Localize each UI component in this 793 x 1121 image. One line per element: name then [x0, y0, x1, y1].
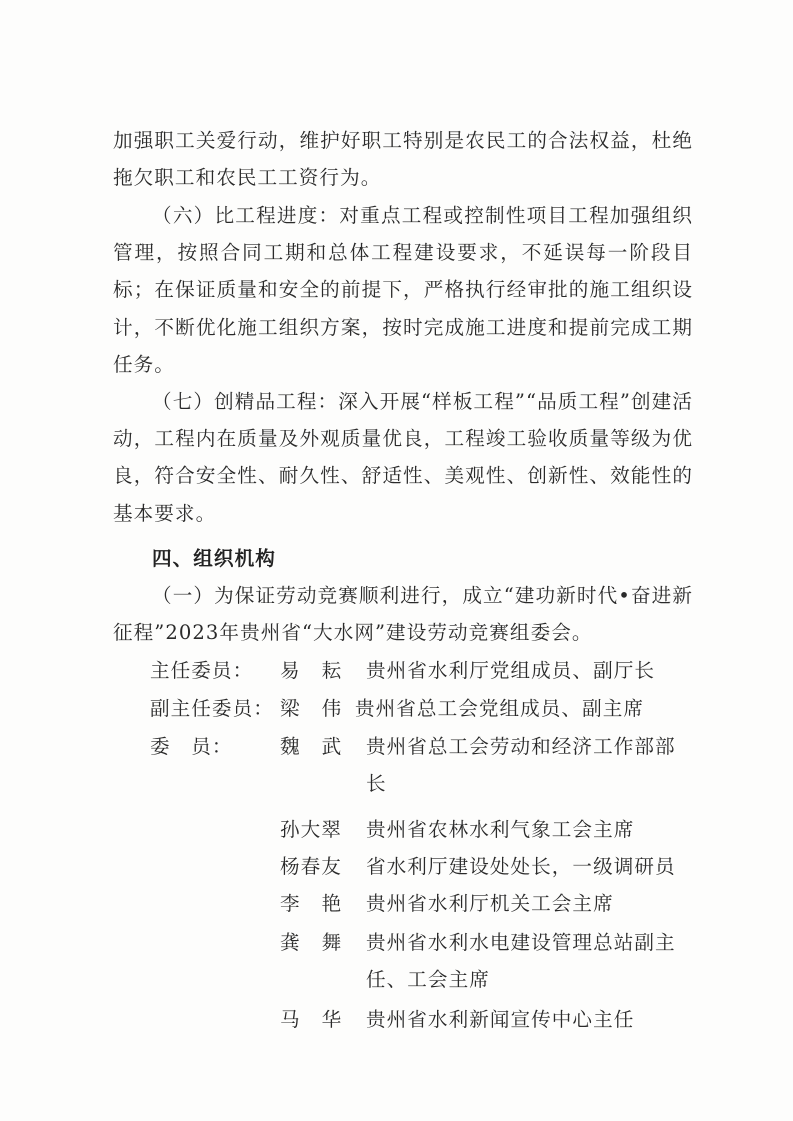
section-heading-organization: 四、组织机构 — [152, 547, 276, 570]
member-role: 副主任委员： — [150, 697, 274, 720]
member-title: 贵州省水利水电建设管理总站副主任、工会主席 — [366, 931, 676, 992]
committee-member-row — [150, 728, 710, 808]
committee-member-row — [150, 811, 710, 849]
member-name: 龚舞 — [280, 931, 364, 954]
member-title: 贵州省总工会党组成员、副主席 — [355, 697, 645, 720]
paragraph-committee-intro: （一）为保证劳动竞赛顺利进行，成立“建功新时代•奋进新征程”2023年贵州省“大水网”建设劳动竞赛组委会。 — [113, 584, 693, 645]
paragraph-quality-project: （七）创精品工程：深入开展“样板工程”“品质工程”创建活动，工程内在质量及外观质量优良，工程竣工验收质量等级为优良，符合安全性、耐久性、舒适性、美观性、创新性、效能性的基本要求。 — [113, 390, 693, 525]
member-name: 魏武 — [280, 735, 364, 758]
committee-member-row — [150, 885, 710, 923]
member-name: 马华 — [280, 1008, 364, 1031]
member-name: 孙大翠 — [280, 818, 342, 841]
member-title: 贵州省水利厅机关工会主席 — [366, 892, 614, 915]
member-name: 易耘 — [280, 659, 364, 682]
committee-member-row — [150, 652, 710, 690]
member-title: 贵州省总工会劳动和经济工作部部长 — [366, 735, 676, 796]
member-role: 委 员： — [150, 735, 233, 758]
member-title: 省水利厅建设处处长，一级调研员 — [366, 855, 676, 878]
committee-member-row — [150, 1001, 710, 1039]
member-name: 李艳 — [280, 892, 364, 915]
member-title: 贵州省农林水利气象工会主席 — [366, 818, 635, 841]
committee-member-row — [150, 924, 710, 1004]
member-name: 杨春友 — [280, 855, 342, 878]
member-title: 贵州省水利新闻宣传中心主任 — [366, 1008, 635, 1031]
committee-member-row — [150, 848, 710, 886]
paragraph-project-progress: （六）比工程进度：对重点工程或控制性项目工程加强组织管理，按照合同工期和总体工程建设要求，不延误每一阶段目标；在保证质量和安全的前提下，严格执行经审批的施工组织设计，不断优化施工组织方案，按时完成施工进度和提前完成工期任务。 — [113, 204, 693, 376]
committee-member-row — [150, 690, 710, 728]
paragraph-worker-care: 加强职工关爱行动，维护好职工特别是农民工的合法权益，杜绝拖欠职工和农民工工资行为。 — [113, 129, 693, 190]
member-role: 主任委员： — [150, 659, 254, 682]
member-name: 梁伟 — [280, 697, 364, 720]
member-title: 贵州省水利厅党组成员、副厅长 — [366, 659, 656, 682]
